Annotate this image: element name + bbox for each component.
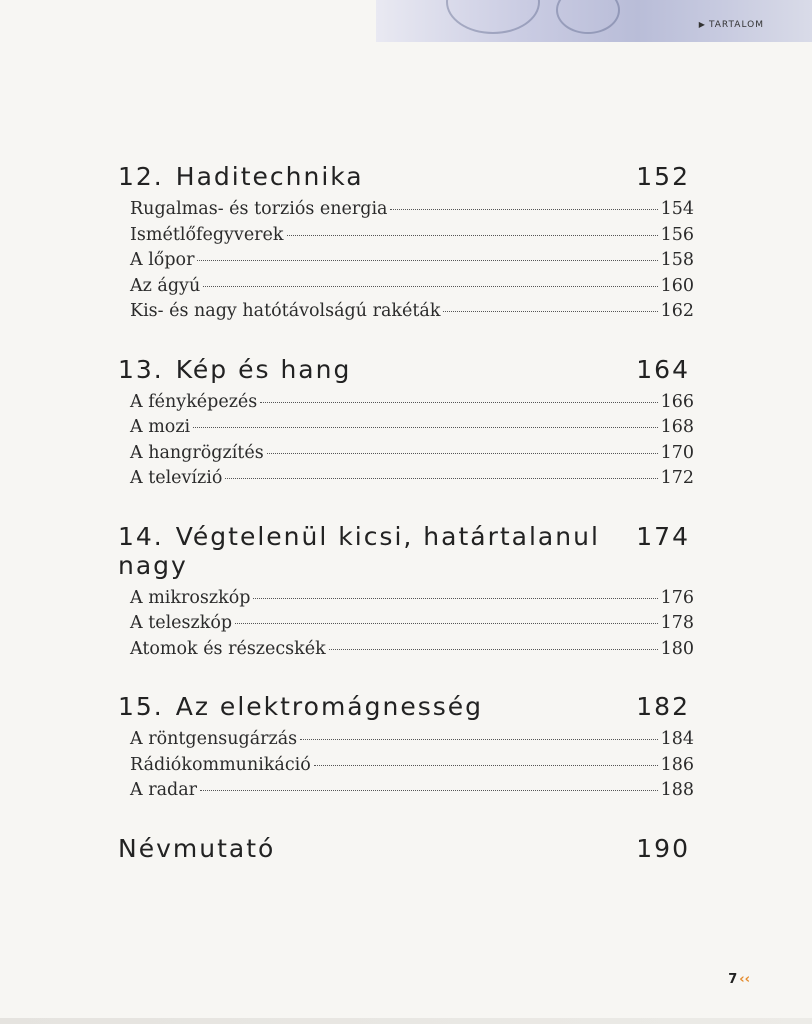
entry-list	[118, 197, 694, 325]
entry-title: A fényképezés	[130, 391, 258, 412]
toc-entry[interactable]	[130, 248, 694, 274]
entry-page: 172	[660, 468, 694, 488]
page-edge	[0, 1018, 812, 1024]
toc-entry[interactable]	[130, 390, 694, 416]
entry-page: 166	[660, 391, 694, 412]
dot-leader	[300, 739, 657, 740]
entry-page: 154	[660, 199, 694, 219]
chapter-heading[interactable]	[118, 692, 694, 721]
index-title: Névmutató	[118, 833, 276, 863]
toc-entry[interactable]	[130, 299, 694, 325]
entry-title: A radar	[130, 780, 198, 800]
entry-list	[118, 586, 694, 663]
running-head-label: TARTALOM	[708, 20, 764, 30]
entry-title: A lőpor	[130, 250, 195, 270]
toc-entry[interactable]	[130, 274, 694, 300]
entry-page: 160	[660, 275, 694, 296]
toc-entry[interactable]	[130, 586, 694, 612]
dot-leader	[329, 649, 658, 650]
entry-page: 170	[660, 442, 694, 463]
entry-title: A hangrögzítés	[130, 442, 264, 463]
table-of-contents	[118, 162, 694, 893]
entry-page: 168	[660, 417, 694, 437]
folio-number: 7	[728, 972, 738, 987]
chapter-heading[interactable]	[118, 522, 694, 580]
toc-entry[interactable]	[130, 466, 694, 492]
entry-title: Kis- és nagy hatótávolságú rakéták	[130, 301, 441, 321]
toc-entry[interactable]	[130, 223, 694, 249]
dot-leader	[260, 402, 657, 403]
entry-title: A televízió	[130, 468, 223, 488]
running-head	[699, 20, 764, 30]
swirl-decoration	[446, 0, 540, 34]
chapter-page: 152	[636, 162, 690, 191]
entry-title: Az ágyú	[130, 275, 201, 296]
toc-entry[interactable]	[130, 637, 694, 663]
dot-leader	[287, 235, 658, 236]
chapter-13	[118, 355, 694, 492]
dot-leader	[443, 311, 657, 312]
entry-list	[118, 727, 694, 804]
dot-leader	[200, 790, 658, 791]
dot-leader	[203, 286, 657, 287]
chapter-page: 164	[636, 354, 690, 384]
entry-page: 188	[660, 780, 694, 800]
chapter-title: Haditechnika	[175, 162, 364, 191]
triangle-right-icon: ▶	[698, 20, 706, 29]
chapter-title: Végtelenül kicsi, határtalanul nagy	[118, 521, 600, 580]
chapter-page: 174	[636, 521, 690, 551]
entry-title: Rugalmas- és torziós energia	[130, 199, 388, 219]
chapter-12	[118, 162, 694, 325]
double-chevron-left-icon: ‹‹	[739, 972, 750, 987]
entry-title: A röntgensugárzás	[130, 729, 298, 749]
toc-entry[interactable]	[130, 415, 694, 441]
dot-leader	[314, 765, 658, 766]
dot-leader	[267, 453, 658, 454]
toc-entry[interactable]	[130, 778, 694, 804]
chapter-heading[interactable]	[118, 355, 694, 384]
index-heading[interactable]	[118, 834, 694, 863]
entry-title: Rádiókommunikáció	[130, 754, 311, 775]
chapter-number: 12.	[118, 162, 164, 191]
dot-leader	[235, 623, 658, 624]
swirl-decoration	[556, 0, 620, 34]
entry-title: A mikroszkóp	[130, 587, 251, 608]
entry-page: 184	[660, 729, 694, 749]
toc-entry[interactable]	[130, 197, 694, 223]
chapter-heading[interactable]	[118, 162, 694, 191]
toc-entry[interactable]	[130, 753, 694, 779]
dot-leader	[390, 209, 657, 210]
dot-leader	[193, 427, 657, 428]
dot-leader	[253, 598, 657, 599]
entry-page: 176	[660, 587, 694, 608]
entry-page: 186	[660, 754, 694, 775]
chapter-number: 13.	[118, 354, 164, 384]
entry-page: 180	[660, 638, 694, 659]
dot-leader	[225, 478, 657, 479]
chapter-title: Az elektromágnesség	[175, 692, 484, 721]
chapter-number: 14.	[118, 521, 164, 551]
chapter-15	[118, 692, 694, 804]
entry-title: A mozi	[130, 417, 191, 437]
entry-page: 156	[660, 224, 694, 245]
toc-entry[interactable]	[130, 611, 694, 637]
index-section	[118, 834, 694, 863]
index-page: 190	[636, 833, 690, 863]
entry-title: Atomok és részecskék	[130, 638, 326, 659]
toc-entry[interactable]	[130, 727, 694, 753]
chapter-number: 15.	[118, 692, 164, 721]
entry-page: 162	[660, 301, 694, 321]
entry-list	[118, 390, 694, 492]
chapter-14	[118, 522, 694, 663]
entry-page: 178	[660, 613, 694, 633]
entry-page: 158	[660, 250, 694, 270]
chapter-page: 182	[636, 692, 690, 721]
dot-leader	[197, 260, 657, 261]
entry-title: Ismétlőfegyverek	[130, 224, 284, 245]
page-number	[728, 972, 750, 987]
toc-entry[interactable]	[130, 441, 694, 467]
entry-title: A teleszkóp	[130, 613, 233, 633]
chapter-title: Kép és hang	[175, 354, 352, 384]
